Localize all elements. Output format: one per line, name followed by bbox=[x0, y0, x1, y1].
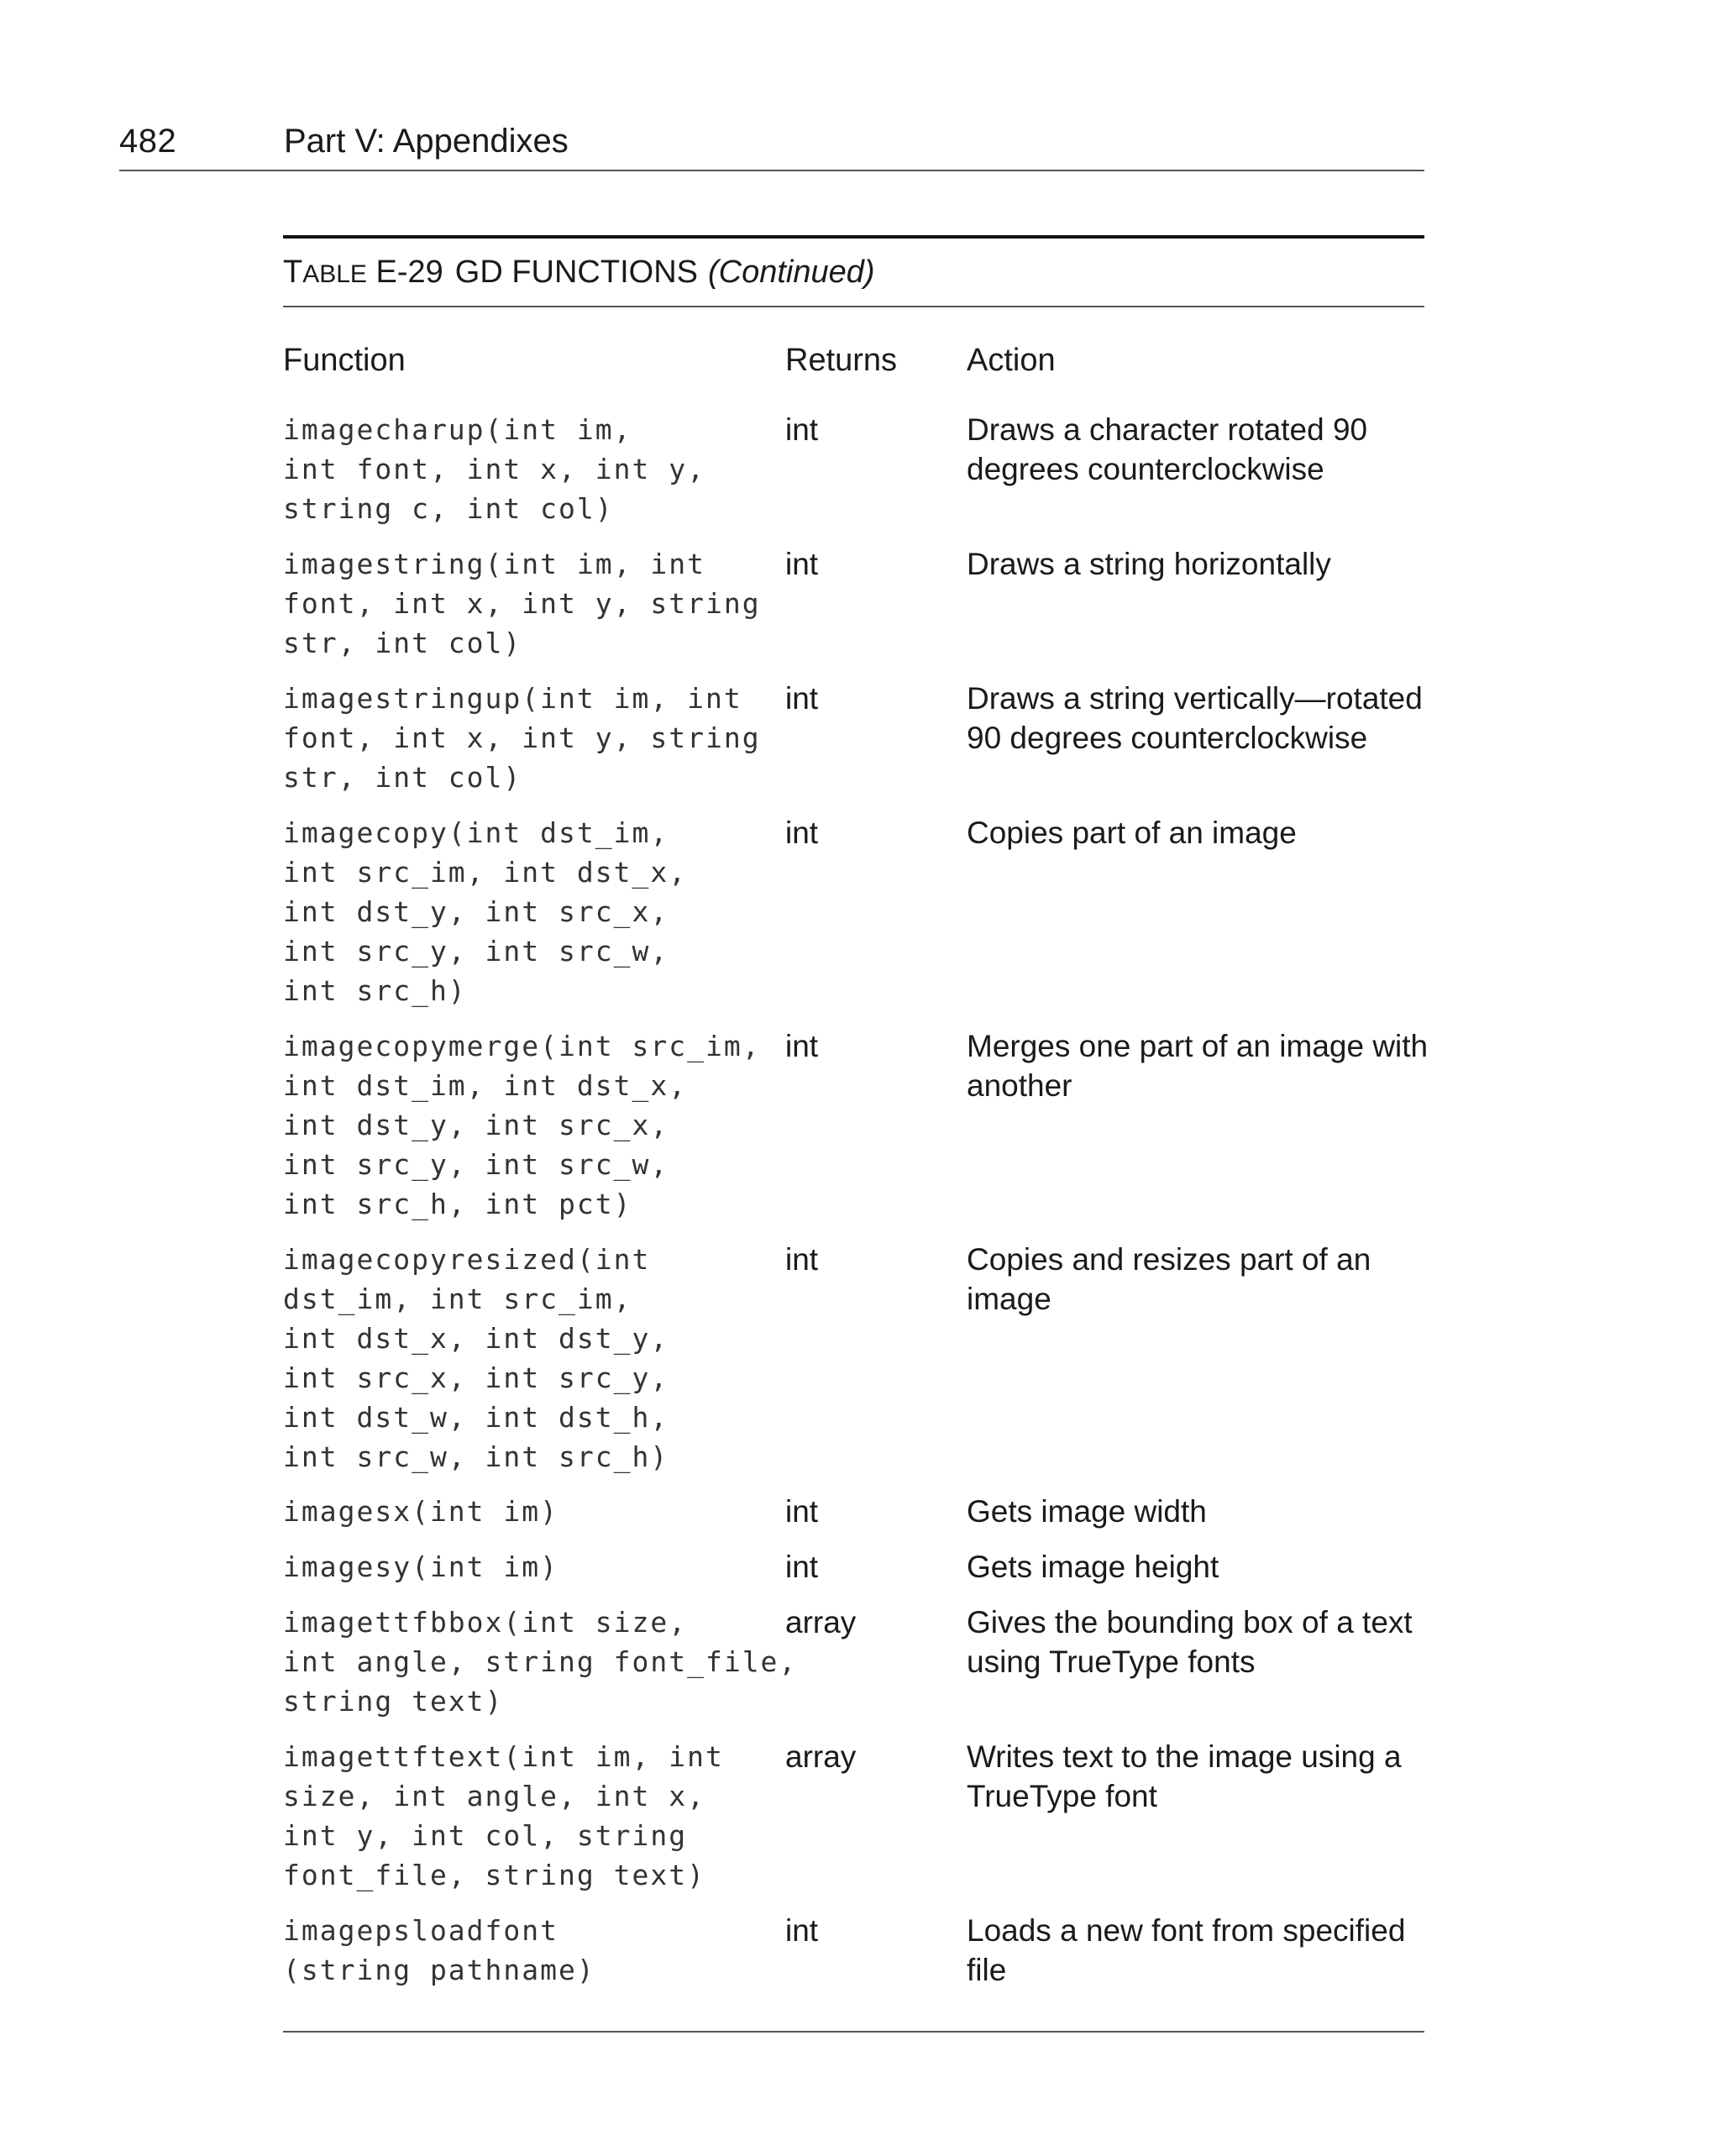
action-text: Gives the bounding box of a text using TrueType fonts bbox=[967, 1605, 1413, 1679]
return-type: int bbox=[785, 1550, 819, 1584]
action-text: Draws a string horizontally bbox=[967, 547, 1331, 581]
action-text: Gets image width bbox=[967, 1494, 1207, 1529]
table-row bbox=[283, 1911, 1424, 2003]
header-action: Action bbox=[967, 343, 1056, 378]
table-row bbox=[283, 544, 1424, 679]
return-type: int bbox=[785, 412, 819, 447]
function-signature: imagecharup(int im, int font, int x, int y, string c, int col) bbox=[283, 413, 705, 525]
return-type: int bbox=[785, 816, 819, 850]
header-returns: Returns bbox=[785, 343, 898, 378]
table-row bbox=[283, 679, 1424, 813]
table-row bbox=[283, 1737, 1424, 1911]
table-note: (Continued) bbox=[708, 254, 875, 290]
page-number: 482 bbox=[119, 123, 177, 160]
return-type: int bbox=[785, 681, 819, 716]
table-row bbox=[283, 813, 1424, 1026]
table-number: E-29 bbox=[375, 254, 443, 290]
table-label-smallcaps: ABLE bbox=[302, 260, 367, 288]
gd-functions-table bbox=[283, 235, 1429, 2003]
return-type: int bbox=[785, 1242, 819, 1277]
return-type: array bbox=[785, 1739, 857, 1774]
action-text: Writes text to the image using a TrueType font bbox=[967, 1739, 1402, 1813]
table-caption bbox=[283, 239, 1424, 306]
function-signature: imagestringup(int im, int font, int x, int y, string str, int col) bbox=[283, 682, 761, 794]
action-text: Merges one part of an image with another bbox=[967, 1029, 1429, 1103]
table-body bbox=[283, 410, 1429, 2003]
table-label-first: T bbox=[283, 254, 303, 290]
action-text: Copies part of an image bbox=[967, 816, 1297, 850]
table-label bbox=[283, 254, 443, 291]
table-title: GD FUNCTIONS bbox=[454, 254, 698, 290]
function-signature: imagesx(int im) bbox=[283, 1495, 559, 1528]
part-title: Part V: Appendixes bbox=[284, 123, 569, 160]
action-text: Copies and resizes part of an image bbox=[967, 1242, 1371, 1316]
table-header bbox=[283, 307, 1424, 400]
action-text: Draws a string vertically—rotated 90 degrees counterclockwise bbox=[967, 681, 1423, 755]
function-signature: imagestring(int im, int font, int x, int y, string str, int col) bbox=[283, 548, 761, 659]
function-signature: imagettfbbox(int size, int angle, string font_file, string text) bbox=[283, 1606, 798, 1718]
table-bottom-rule bbox=[283, 2031, 1424, 2033]
header-function: Function bbox=[283, 343, 406, 378]
action-text: Gets image height bbox=[967, 1550, 1219, 1584]
function-signature: imagecopy(int dst_im, int src_im, int dst_x, int dst_y, int src_x, int src_y, int src_w, int src_h) bbox=[283, 816, 688, 1007]
function-signature: imagesy(int im) bbox=[283, 1550, 559, 1583]
function-signature: imagepsloadfont (string pathname) bbox=[283, 1914, 595, 1986]
table-row bbox=[283, 1026, 1429, 1240]
return-type: array bbox=[785, 1605, 857, 1639]
table-row bbox=[283, 1240, 1424, 1492]
return-type: int bbox=[785, 1029, 819, 1063]
return-type: int bbox=[785, 547, 819, 581]
function-signature: imagettftext(int im, int size, int angle, int x, int y, int col, string font_file, string text) bbox=[283, 1740, 724, 1891]
action-text: Loads a new font from specified file bbox=[967, 1913, 1406, 1987]
action-text: Draws a character rotated 90 degrees counterclockwise bbox=[967, 412, 1368, 486]
running-head bbox=[119, 119, 1424, 171]
table-row bbox=[283, 1603, 1424, 1737]
return-type: int bbox=[785, 1494, 819, 1529]
table-row bbox=[283, 1547, 1424, 1603]
function-signature: imagecopymerge(int src_im, int dst_im, int dst_x, int dst_y, int src_x, int src_y, int src_w, int src_h, int pct) bbox=[283, 1030, 761, 1220]
table-row bbox=[283, 410, 1424, 544]
table-row bbox=[283, 1492, 1424, 1547]
return-type: int bbox=[785, 1913, 819, 1948]
function-signature: imagecopyresized(int dst_im, int src_im, int dst_x, int dst_y, int src_x, int src_y, int dst_w, int dst_h, int src_w, int src_h) bbox=[283, 1243, 669, 1473]
